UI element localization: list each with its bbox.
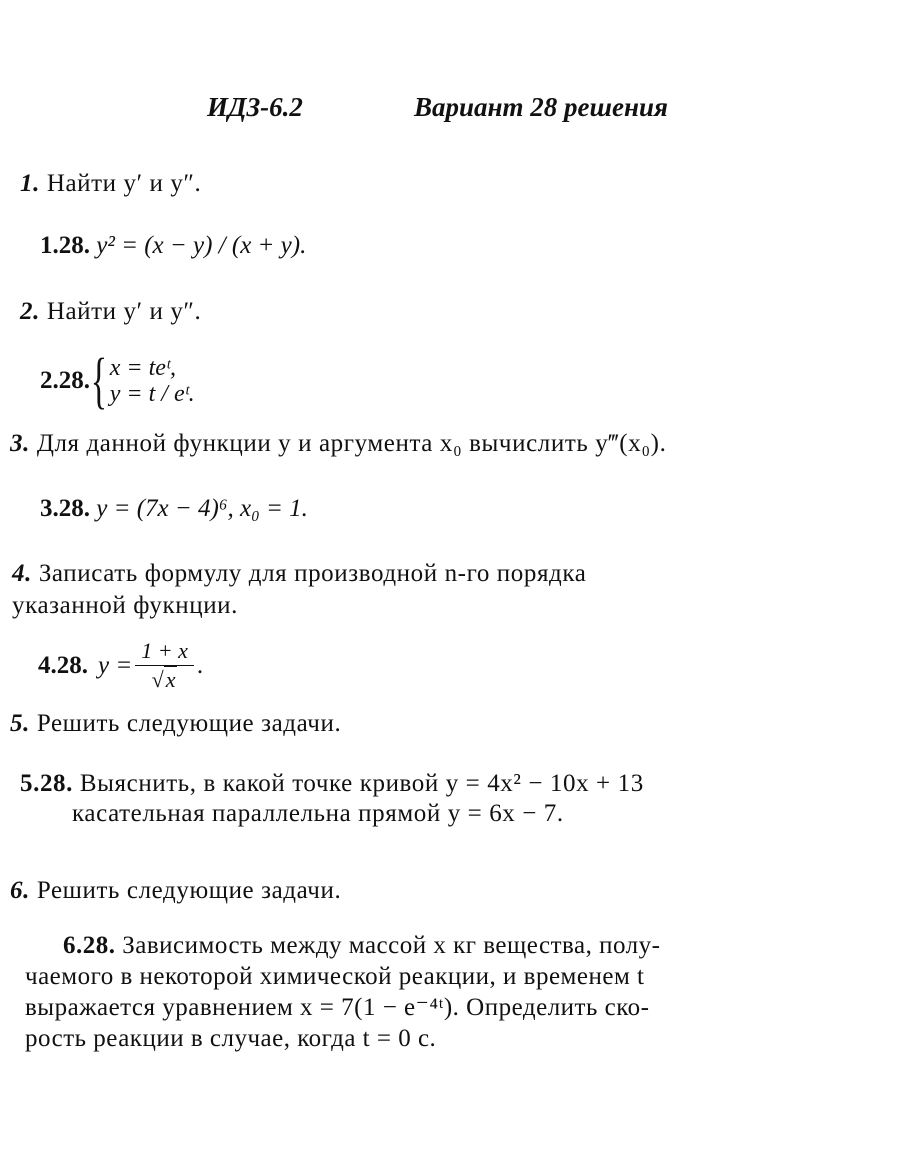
fraction-numerator: 1 + x xyxy=(135,638,194,666)
task-text: Решить следующие задачи. xyxy=(36,710,342,737)
problem-number: 3.28. xyxy=(40,495,90,522)
fraction xyxy=(135,638,194,693)
problem-text-line-1 xyxy=(25,930,765,961)
sqrt-icon: √x xyxy=(151,667,176,692)
problem-formula: y² = (x − y) / (x + y). xyxy=(96,232,307,259)
problem-formula: y = (7x − 4)⁶, x₀ = 1. xyxy=(96,495,308,522)
equation-system xyxy=(110,355,195,407)
task-2 xyxy=(20,298,201,326)
task-1 xyxy=(20,170,201,198)
problem-3-28 xyxy=(40,495,308,523)
task-text: Для данной функции y и аргумента x₀ вычислить y‴(x₀). xyxy=(36,430,667,457)
equation-line: y = t / eᵗ. xyxy=(109,381,195,407)
task-text-line-2: указанной фукнции. xyxy=(12,592,239,619)
task-number: 4. xyxy=(12,560,32,587)
problem-5-28-continued xyxy=(72,800,564,828)
task-3 xyxy=(10,430,666,458)
problem-number: 1.28. xyxy=(40,232,90,259)
problem-text: Зависимость между массой x кг вещества, полу- xyxy=(122,932,661,959)
equation-line: x = teᵗ, xyxy=(109,355,176,381)
fraction-denominator xyxy=(152,666,178,693)
task-number: 6. xyxy=(10,877,30,904)
problem-4-28 xyxy=(38,638,203,693)
problem-text-line-3: выражается уравнением x = 7(1 − e⁻⁴ᵗ). Определить ско- xyxy=(25,994,650,1021)
problem-number: 6.28. xyxy=(63,932,116,959)
task-4 xyxy=(12,560,586,588)
task-text: Найти y′ и y″. xyxy=(46,170,202,197)
task-number: 1. xyxy=(20,170,40,197)
variant-title: Вариант 28 решения xyxy=(414,92,668,122)
task-text-line-1: Записать формулу для производной n-го порядка xyxy=(38,560,587,587)
problem-text-line-2: чаемого в некоторой химической реакции, и временем t xyxy=(25,963,645,990)
problem-text-line-2: касательная параллельна прямой y = 6x − 7. xyxy=(72,800,564,827)
problem-number: 5.28. xyxy=(20,770,73,797)
problem-number: 2.28. xyxy=(40,367,90,394)
problem-1-28 xyxy=(40,232,306,260)
problem-5-28 xyxy=(20,770,644,798)
problem-2-28 xyxy=(40,347,195,415)
problem-6-28 xyxy=(25,930,765,1054)
problem-text-line-4: рость реакции в случае, когда t = 0 с. xyxy=(25,1025,437,1052)
task-number: 5. xyxy=(10,710,30,737)
task-text: Решить следующие задачи. xyxy=(36,877,342,904)
task-number: 2. xyxy=(20,298,40,325)
formula-tail: . xyxy=(196,651,204,679)
formula-lhs: y = xyxy=(98,651,133,679)
problem-number: 4.28. xyxy=(38,651,88,679)
task-5 xyxy=(10,710,341,738)
task-number: 3. xyxy=(10,430,30,457)
task-6 xyxy=(10,877,341,905)
task-4-continued xyxy=(12,592,238,620)
task-text: Найти y′ и y″. xyxy=(46,298,202,325)
radicand: x xyxy=(165,667,176,692)
problem-text-line-1: Выяснить, в какой точке кривой y = 4x² − 10x + 13 xyxy=(79,770,644,797)
brace-icon: { xyxy=(90,347,108,415)
document-title: ИДЗ-6.2 xyxy=(207,92,303,122)
